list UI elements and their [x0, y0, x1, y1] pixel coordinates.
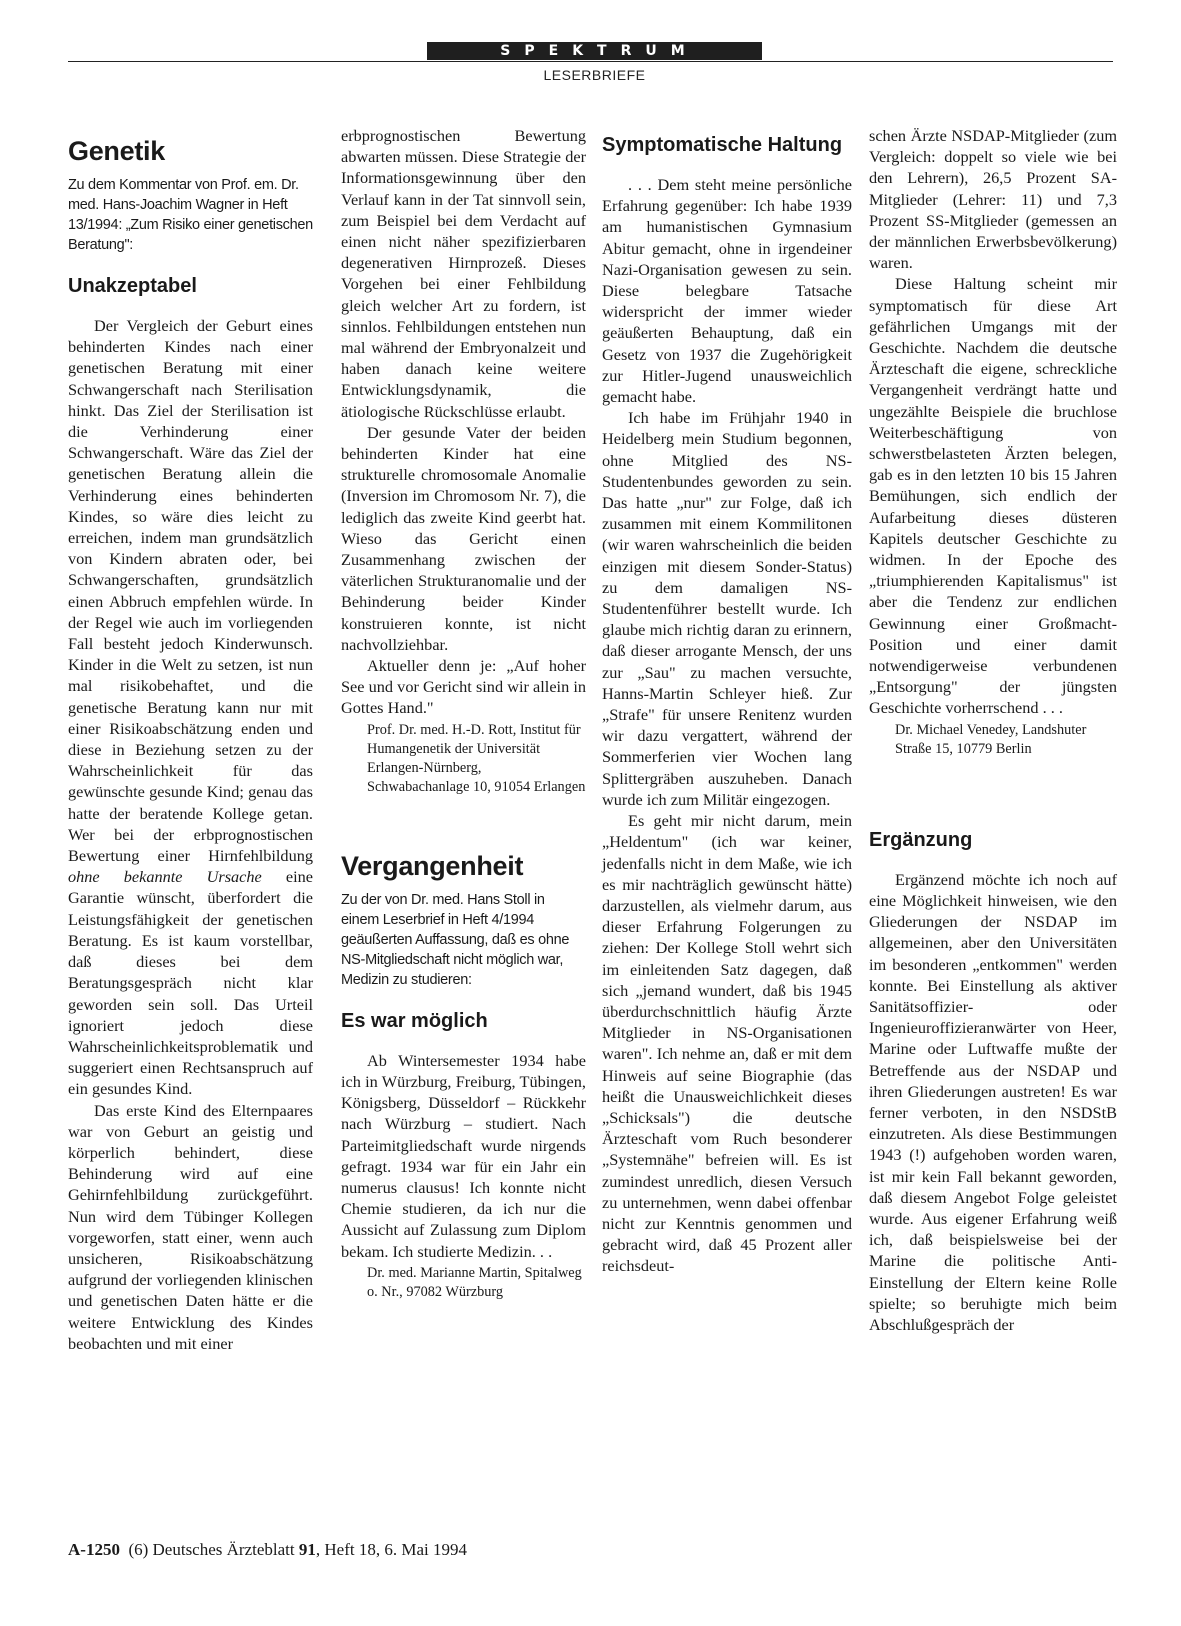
signature: Dr. Michael Venedey, Landshuter Straße 15, 10779 Berlin [895, 721, 1087, 757]
page-footer [68, 1540, 467, 1560]
section-header: SPEKTRUM [427, 42, 762, 60]
letter-body [341, 125, 586, 797]
paragraph: Diese Haltung scheint mir symptomatisch für diese Art gefährlichen Umgangs mit der Geschichte. Nachdem die deutsche Ärzteschaft die eigene, schreckliche Vergangenheit verdrängt hatte und ungezählte Beispiele die bruchlose Weiterbeschäftigung von schwerstbelasteten Ärzten belegen, gab es in den letzten 10 bis 15 Jahren Bemühungen, sich endlich der Aufarbeitung dieses düsteren Kapitels deutscher Geschichte zu widmen. In der Epoche des „triumphierenden Kapitalismus" ist aber die Tendenz zur endlichen Gewinnung einer Großmacht-Position und einer damit notwendigerweise verbundenen „Entsorgung" der jüngsten Geschichte vorherrschend . . . [869, 274, 1117, 718]
paragraph: Ergänzend möchte ich noch auf eine Möglichkeit hinweisen, wie den Gliederungen der NSDAP im allgemeinen, aber den Universitäten im besonderen „entkommen" werden konnte. Bei Einstellung als aktiver Sanitätsoffizier- oder Ingenieuroffizieranwärter von Heer, Marine oder Luftwaffe mußte der Betreffende aus der NSDAP und ihren Gliederungen austreten! Es war ferner verboten, in den NSDStB einzutreten. Als diese Bestimmungen 1943 (!) aufgehoben worden waren, ist mir kein Fall bekannt geworden, daß diesem Angebot Folge geleistet wurde. Aus eigener Erfahrung weiß ich, daß beispielsweise bei der Marine die politische Anti-Einstellung der Eltern keine Rolle spielte; so beruhigte mich beim Abschlußgespräch der [869, 869, 1117, 1334]
article-title-vergangenheit: Vergangenheit [341, 850, 524, 881]
article-intro: Zu dem Kommentar von Prof. em. Dr. med. Hans-Joachim Wagner in Heft 13/1994: „Zum Risiko einer genetischen Beratung": [68, 177, 313, 253]
letter-body [341, 1050, 586, 1302]
subsection-label: LESERBRIEFE [543, 67, 646, 83]
paragraph: Ab Wintersemester 1934 habe ich in Würzburg, Freiburg, Tübingen, Königsberg, Düsseldorf – Rückkehr nach Würzburg – studiert. Nach Parteimitgliedschaft wurde nirgends gefragt. 1934 war für ein Jahr ein numerus clausus! Ich konnte nicht Chemie studieren, da ich nur die Aussicht auf Zulassung zum Diplom bekam. Ich studierte Medizin. . . [341, 1050, 586, 1261]
column-1 [68, 130, 313, 1354]
letter-body [602, 174, 852, 1277]
letter-body [68, 315, 313, 1354]
journal-volume: 91 [298, 1540, 316, 1559]
letter-body [869, 125, 1117, 759]
journal-name: (6) Deutsches Ärzteblatt [128, 1540, 295, 1559]
paragraph: Es geht mir nicht darum, mein „Heldentum" (ich war keiner, jedenfalls nicht in dem Maße, wie ich es mir nachträglich gewünscht hätte) darzustellen, als vielmehr darum, aus dieser Erfahrung Folgerungen zu ziehen: Der Kollege Stoll wehrt sich im einleitenden Satz dagegen, daß sich „jemand wundert, daß bis 1945 überdurchschnittlich häufig Ärzte Mitglieder in NS-Organisationen waren". Ich nehme an, daß er mit dem Hinweis auf seine Biographie (das heißt die Unausweichlichkeit dieses „Schicksals") die deutsche Ärzteschaft vom Ruch besonderer „Systemnähe" befreien will. Es ist zumindest unredlich, diesen Versuch zu unternehmen, wenn dabei offenbar nicht zur Kenntnis genommen und gebracht wird, daß 45 Prozent aller reichsdeut- [602, 811, 852, 1276]
header-rule [68, 61, 1113, 62]
paragraph: Ich habe im Frühjahr 1940 in Heidelberg mein Studium begonnen, ohne Mitglied des NS-Studentenbundes geworden zu sein. Das hatte „nur" zur Folge, daß ich zusammen mit einem Kommilitonen (wir waren wahrscheinlich die beiden einzigen mit diesem Sonder-Status) zu dem damaligen NS-Studentenführer bestellt wurde. Ich glaube mich richtig daran zu erinnern, daß dieser arrogante Mensch, der uns zur „Sau" zu machen versuchte, Hanns-Martin Schleyer hieß. Zur „Strafe" für unsere Renitenz wurden wir dazu vergattert, während der Sommerferien vier Wochen lang Splittergräben auszuheben. Danach wurde ich zum Militär eingezogen. [602, 408, 852, 809]
spacer [869, 759, 1117, 813]
page-number: A-1250 [68, 1540, 120, 1559]
letter-body [869, 869, 1117, 1335]
paragraph: Das erste Kind des Elternpaares war von Geburt an geistig und körperlich behindert, diese Behinderung wird auf eine Gehirnfehlbildung zurückgeführt. Nun wird dem Tübinger Kollegen vorgeworfen, statt einer, wenn auch unsicheren, Risikoabschätzung aufgrund der vorliegenden klinischen und genetischen Daten hätte er die weitere Entwicklung des Kindes beobachten und mit einer [68, 1100, 313, 1353]
signature: Dr. med. Marianne Martin, Spitalweg o. Nr., 97082 Würzburg [367, 1264, 582, 1300]
paragraph: Der gesunde Vater der beiden behinderten Kinder hat eine strukturelle chromosomale Anomalie (Inversion im Chromosom Nr. 7), die lediglich das zweite Kind geerbt hat. Wieso das Gericht einen Zusammenhang zwischen der väterlichen Strukturanomalie und der Behinderung beider Kinder konstruieren konnte, ist nicht nachvollziehbar. [341, 422, 586, 654]
column-3 [602, 130, 852, 1277]
article-title-genetik: Genetik [68, 136, 165, 166]
issue-date: , Heft 18, 6. Mai 1994 [315, 1540, 467, 1559]
paragraph: erbprognostischen Bewertung abwarten müssen. Diese Strategie der Informationsgewinnung über den Verlauf kann in der Tat sinnvoll sein, zum Beispiel bei dem Verdacht auf einen nicht näher spezifizierbaren degenerativen Hirnprozeß. Dieses Vorgehen bei einer Fehlbildung gleich welcher Art zu fordern, ist sinnlos. Fehlbildungen entstehen nun mal während der Embryonalzeit und haben danach keine weitere Entwicklungsdynamik, die ätiologische Rückschlüsse erlaubt. [341, 126, 586, 421]
paragraph: schen Ärzte NSDAP-Mitglieder (zum Vergleich: doppelt so viele wie bei den Lehrern), 26,5 Prozent SA-Mitglieder (Lehrer: 11) und 7,3 Prozent SS-Mitglieder (gemessen an der männlichen Erwerbsbevölkerung) waren. [869, 126, 1117, 273]
emphasis: ohne bekannte Ursache [68, 867, 262, 887]
paragraph: Aktueller denn je: „Auf hoher See und vor Gericht sind wir allein in Gottes Hand." [341, 656, 586, 718]
letter-title: Ergänzung [869, 828, 973, 851]
letter-title: Symptomatische Haltung [602, 134, 843, 156]
letter-title: Es war möglich [341, 1009, 488, 1032]
column-4 [869, 125, 1117, 1335]
letter-title: Unakzeptabel [68, 275, 197, 297]
article-intro: Zu der von Dr. med. Hans Stoll in einem Leserbrief in Heft 4/1994 geäußerten Auffassung, daß es ohne NS-Mitgliedschaft nicht möglich war, Medizin zu studieren: [341, 891, 570, 988]
signature: Prof. Dr. med. H.-D. Rott, Institut für Humangenetik der Universität Erlangen-Nürnberg, Schwabachanlage 10, 91054 Erlangen [367, 721, 586, 795]
paragraph: . . . Dem steht meine persönliche Erfahrung gegenüber: Ich habe 1939 am humanistischen Gymnasium Abitur gemacht, ohne in irgendeiner Nazi-Organisation gewesen zu sein. Diese belegbare Tatsache widerspricht der immer wieder geäußerten Behauptung, daß ein Gesetz von 1937 die Zugehörigkeit zur Hitler-Jugend unausweichlich gemacht habe. [602, 175, 852, 407]
spacer [341, 797, 586, 845]
column-2 [341, 125, 586, 1302]
paragraph: Der Vergleich der Geburt eines behinderten Kindes nach einer genetischen Beratung mit einer Schwangerschaft nach Sterilisation hinkt. Das Ziel der Sterilisation ist die Verhinderung einer Schwangerschaft. Wäre das Ziel der genetischen Beratung allein die Verhinderung eines behinderten Kindes, so wäre dies leicht zu erreichen, indem man grundsätzlich von Kindern abraten oder, bei Schwangerschaften, grundsätzlich einen Abbruch empfehlen würde. In der Regel wie auch im vorliegenden Fall besteht jedoch Kinderwunsch. Kinder in die Welt zu setzen, ist nun mal risikobehaftet, und die genetische Beratung kann nur mit einer Risikoabschätzung enden und diese in Beziehung setzen zu der Wahrscheinlichkeit für das gewünschte gesunde Kind; genau das hatte der beratende Kollege getan. Wer bei der erbprognostischen Bewertung einer Hirnfehlbildung ohne bekannte Ursache eine Garantie wünscht, überfordert die Leistungsfähigkeit der genetischen Beratung. Es ist kaum vorstellbar, daß dieses bei dem Beratungsgespräch nicht klar geworden sein soll. Das Urteil ignoriert jedoch diese Wahrscheinlichkeitsproblematik und suggeriert einen Rechtsanspruch auf ein gesundes Kind. [68, 316, 314, 1099]
